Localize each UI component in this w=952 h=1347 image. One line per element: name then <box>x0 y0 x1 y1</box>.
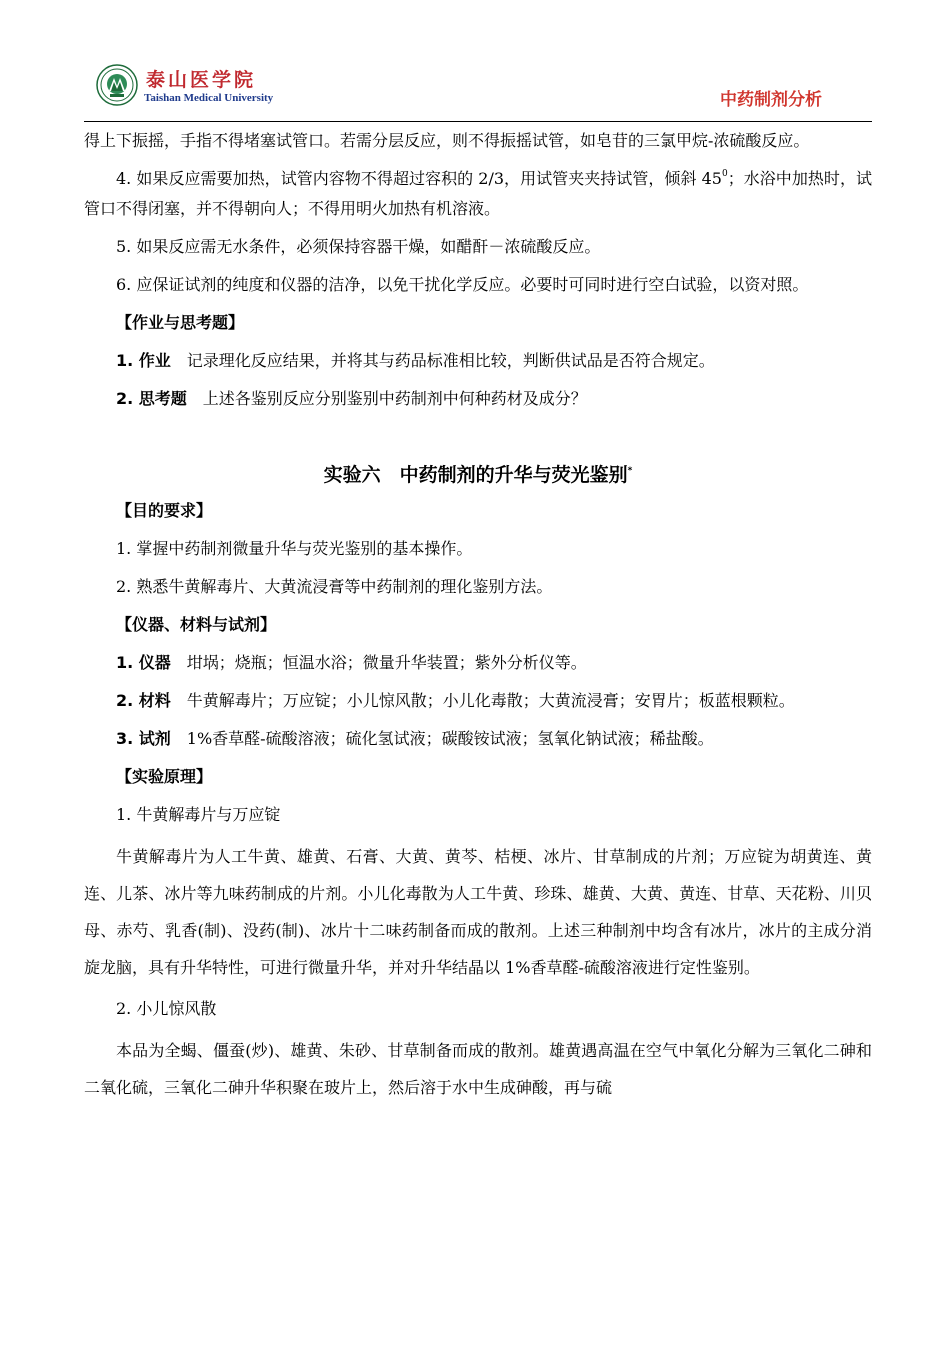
institution-name-en: Taishan Medical University <box>144 92 274 104</box>
materials-heading: 【仪器、材料与试剂】 <box>116 615 277 634</box>
aim-item-1: 1. 掌握中药制剂微量升华与荧光鉴别的基本操作。 <box>116 539 473 558</box>
paragraph-continued: 得上下振摇，手指不得堵塞试管口。若需分层反应，则不得振摇试管，如皂苷的三氯甲烷-浓硫酸反应。 <box>84 131 810 150</box>
materials-item-1-text: 坩埚；烧瓶；恒温水浴；微量升华装置；紫外分析仪等。 <box>186 653 587 672</box>
principle-2-text: 本品为全蝎、僵蚕(炒)、雄黄、朱砂、甘草制备而成的散剂。雄黄遇高温在空气中氧化分解为三氧化二砷和二氧化硫，三氧化二砷升华积聚在玻片上，然后溶于水中生成砷酸，再与硫 <box>84 1041 872 1097</box>
homework-heading: 【作业与思考题】 <box>116 313 245 332</box>
header-divider <box>84 121 872 122</box>
document-body <box>84 126 872 1106</box>
materials-item-1 <box>84 648 872 678</box>
materials-item-1-label: 1. 仪器 <box>116 653 171 672</box>
paragraph-item-6: 6. 应保证试剂的纯度和仪器的洁净，以免干扰化学反应。必要时可同时进行空白试验，以资对照。 <box>116 275 809 294</box>
homework-item-1-label: 1. 作业 <box>116 351 171 370</box>
homework-item-1 <box>84 346 872 376</box>
homework-item-2 <box>84 384 872 414</box>
materials-item-2-text: 牛黄解毒片；万应锭；小儿惊风散；小儿化毒散；大黄流浸膏；安胃片；板蓝根颗粒。 <box>186 691 795 710</box>
principle-2-heading: 2. 小儿惊风散 <box>116 999 217 1018</box>
title-asterisk: * <box>627 466 633 476</box>
homework-item-2-label: 2. 思考题 <box>116 389 187 408</box>
item-4-text-b: ；水浴中加热时，试管口不得闭塞，并不得朝向人；不得用明火加热有机溶液。 <box>84 169 872 218</box>
experiment-title <box>84 460 872 490</box>
materials-item-3-label: 3. 试剂 <box>116 729 171 748</box>
aim-item-2: 2. 熟悉牛黄解毒片、大黄流浸膏等中药制剂的理化鉴别方法。 <box>116 577 553 596</box>
materials-item-2 <box>84 686 872 716</box>
principle-heading: 【实验原理】 <box>116 767 213 786</box>
item-4-text-a: 4. 如果反应需要加热，试管内容物不得超过容积的 2/3，用试管夹夹持试管，倾斜 45 <box>116 169 722 188</box>
degree-superscript: 0 <box>721 169 728 179</box>
paragraph-item-4 <box>84 164 872 224</box>
university-seal-icon <box>96 64 138 106</box>
experiment-title-text: 实验六 中药制剂的升华与荧光鉴别 <box>323 464 628 486</box>
principle-1-text: 牛黄解毒片为人工牛黄、雄黄、石膏、大黄、黄芩、桔梗、冰片、甘草制成的片剂；万应锭为胡黄连、黄连、儿茶、冰片等九味药制成的片剂。小儿化毒散为人工牛黄、珍珠、雄黄、大黄、黄连、甘草、天花粉、川贝母、赤芍、乳香(制)、没药(制)、冰片十二味药制备而成的散剂。上述三种制剂中均含有冰片，冰片的主成分消旋龙脑，具有升华特性，可进行微量升华，并对升华结晶以 1%香草醛-硫酸溶液进行定性鉴别。 <box>84 847 872 977</box>
homework-item-1-text: 记录理化反应结果，并将其与药品标准相比较，判断供试品是否符合规定。 <box>186 351 715 370</box>
page-header <box>84 64 872 120</box>
materials-item-3-text: 1%香草醛-硫酸溶液；硫化氢试液；碳酸铵试液；氢氧化钠试液；稀盐酸。 <box>186 729 714 748</box>
course-title: 中药制剂分析 <box>720 90 822 110</box>
principle-1-heading: 1. 牛黄解毒片与万应锭 <box>116 805 281 824</box>
homework-item-2-text: 上述各鉴别反应分别鉴别中药制剂中何种药材及成分？ <box>202 389 587 408</box>
materials-item-3 <box>84 724 872 754</box>
institution-name-cn: 泰山医学院 <box>146 69 257 91</box>
materials-item-2-label: 2. 材料 <box>116 691 171 710</box>
aim-heading: 【目的要求】 <box>116 501 213 520</box>
paragraph-item-5: 5. 如果反应需无水条件，必须保持容器干燥，如醋酐－浓硫酸反应。 <box>116 237 601 256</box>
